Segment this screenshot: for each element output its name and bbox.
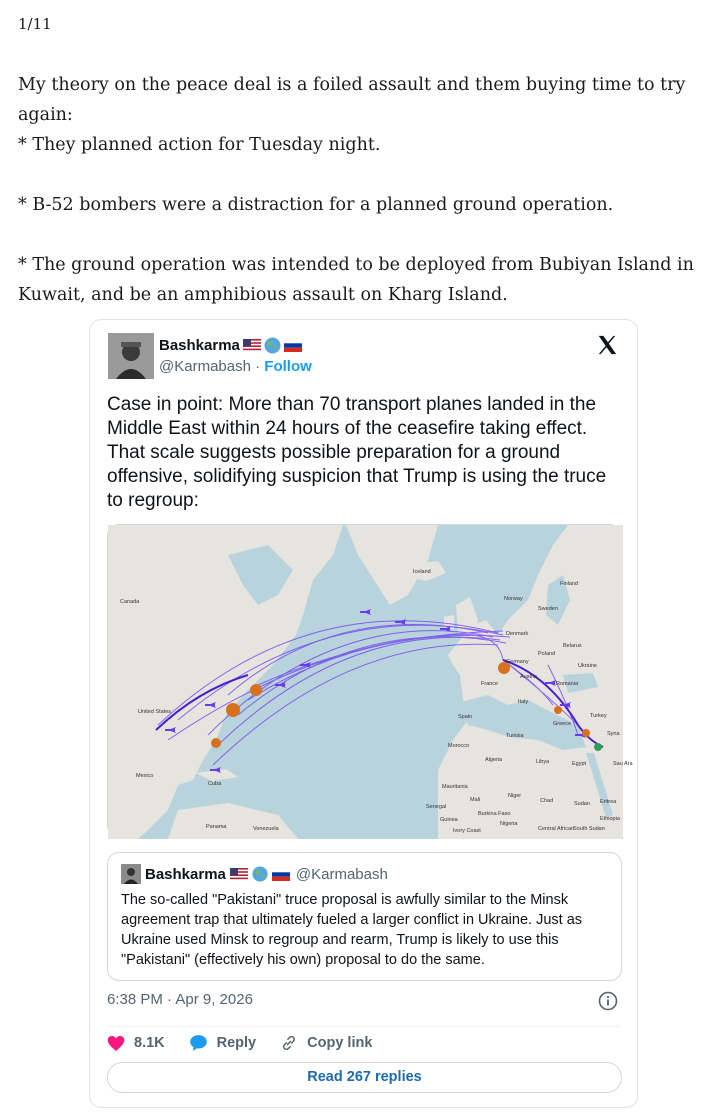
author-name[interactable]: Bashkarma [159, 337, 240, 354]
map-label-egypt: Egypt [572, 761, 587, 767]
us-flag-icon [243, 339, 261, 352]
avatar[interactable] [108, 333, 154, 379]
reply-bubble-icon [189, 1034, 208, 1052]
map-label-canada: Canada [120, 599, 140, 605]
map-label-nigeria: Nigeria [500, 821, 518, 827]
map-label-belarus: Belarus [563, 643, 582, 649]
map-label-austria: Austria [520, 674, 538, 680]
quoted-tweet-text: The so-called "Pakistani" truce proposal is awfully similar to the Minsk agreement trap that ultimately fueled a larger conflict in Ukraine. Just as Ukraine used Minsk to regroup and rearm, Trump is likely to use this "Pakistani" (effectively his own) proposal to do the same. [121, 892, 583, 968]
russia-flag-icon [284, 339, 302, 352]
paragraph-bullet-2: * B-52 bombers were a distraction for a planned ground operation. [18, 195, 614, 215]
map-label-finland: Finland [560, 581, 579, 587]
quoted-avatar [121, 864, 141, 884]
tweet-text: Case in point: More than 70 transport planes landed in the Middle East within 24 hours of the ceasefire taking effect. That scale suggests possible preparation for a ground offensive, solidifying suspicion that Trump is using the truce to regroup: [107, 394, 607, 511]
map-label-guinea: Guinea [440, 817, 458, 823]
globe-icon [264, 337, 281, 354]
map-label-venezuela: Venezuela [253, 826, 279, 832]
map-label-mauritania: Mauritania [442, 784, 468, 790]
map-label-algeria: Algeria [485, 757, 503, 763]
link-icon [280, 1034, 298, 1052]
map-label-ivory-coast: Ivory Coast [453, 828, 481, 834]
map-label-libya: Libya [536, 759, 550, 765]
map-label-chad: Chad [540, 798, 554, 804]
map-label-niger: Niger [508, 793, 522, 799]
map-label-saudi: Sau Ara [613, 761, 633, 767]
divider [107, 1026, 620, 1027]
map-label-morocco: Morocco [448, 743, 470, 749]
flight-map-image[interactable] [107, 524, 633, 838]
map-label-central-african: Central African [538, 826, 575, 832]
map-label-syria: Syria [607, 731, 620, 737]
paragraph-intro: My theory on the peace deal is a foiled assault and them buying time to try again: [18, 75, 686, 125]
map-label-germany: Germany [506, 659, 529, 665]
quoted-tweet-header [121, 864, 388, 884]
tweet-timestamp[interactable]: 6:38 PM · Apr 9, 2026 [107, 991, 253, 1008]
us-flag-icon [230, 868, 248, 881]
map-label-ethiopia: Ethiopia [600, 816, 620, 822]
map-label-senegal: Senegal [426, 804, 447, 810]
globe-icon [252, 866, 268, 882]
author-handle[interactable]: @Karmabash [159, 358, 251, 375]
map-label-mali: Mali [470, 797, 481, 803]
embedded-tweet[interactable] [89, 319, 638, 1108]
map-label-poland: Poland [538, 651, 556, 657]
map-label-denmark: Denmark [506, 631, 529, 637]
author-row [159, 337, 302, 354]
map-label-france: France [481, 681, 499, 687]
handle-row [159, 358, 312, 375]
map-label-tunisia: Tunisia [506, 733, 524, 739]
map-label-cuba: Cuba [208, 781, 222, 787]
russia-flag-icon [272, 868, 290, 881]
map-label-ukraine: Ukraine [578, 663, 597, 669]
map-label-panama: Panama [206, 824, 227, 830]
copy-link-label: Copy link [307, 1035, 373, 1051]
map-label-romania: Romania [556, 681, 579, 687]
map-label-sweden: Sweden [538, 606, 558, 612]
map-label-iceland: Iceland [413, 569, 431, 575]
map-label-norway: Norway [504, 596, 523, 602]
separator-dot: · [255, 358, 265, 375]
quoted-author-handle: @Karmabash [295, 865, 388, 883]
map-label-turkey: Turkey [590, 713, 607, 719]
map-label-sudan: Sudan [574, 801, 590, 807]
quoted-author-name: Bashkarma [145, 865, 226, 883]
like-button[interactable] [107, 1033, 165, 1053]
copy-link-button[interactable] [280, 1033, 372, 1053]
map-label-eritrea: Eritrea [600, 799, 617, 805]
map-label-united-states: United States [138, 709, 172, 715]
paragraph-bullet-1: * They planned action for Tuesday night. [18, 135, 381, 155]
map-label-mexico: Mexico [136, 773, 154, 779]
reply-label: Reply [216, 1035, 257, 1051]
reply-button[interactable] [189, 1033, 257, 1053]
follow-button[interactable]: Follow [264, 358, 312, 375]
info-icon[interactable] [598, 991, 618, 1011]
heart-icon [107, 1035, 125, 1052]
map-label-south-sudan: South Sudan [573, 826, 605, 832]
x-logo-icon[interactable] [596, 334, 618, 356]
map-label-burkina-faso: Burkina Faso [478, 811, 511, 817]
like-count: 8.1K [134, 1035, 165, 1051]
map-label-spain: Spain [458, 714, 473, 720]
thread-counter: 1/11 [18, 15, 52, 33]
tweet-actions [107, 1033, 396, 1053]
map-label-greece: Greece [553, 721, 572, 727]
read-replies-button[interactable]: Read 267 replies [107, 1062, 622, 1093]
map-label-italy: Italy [518, 699, 529, 705]
quoted-tweet[interactable] [107, 852, 622, 981]
paragraph-bullet-3: * The ground operation was intended to be deployed from Bubiyan Island in Kuwait, and be an amphibious assault on Kharg Island. [18, 255, 694, 305]
